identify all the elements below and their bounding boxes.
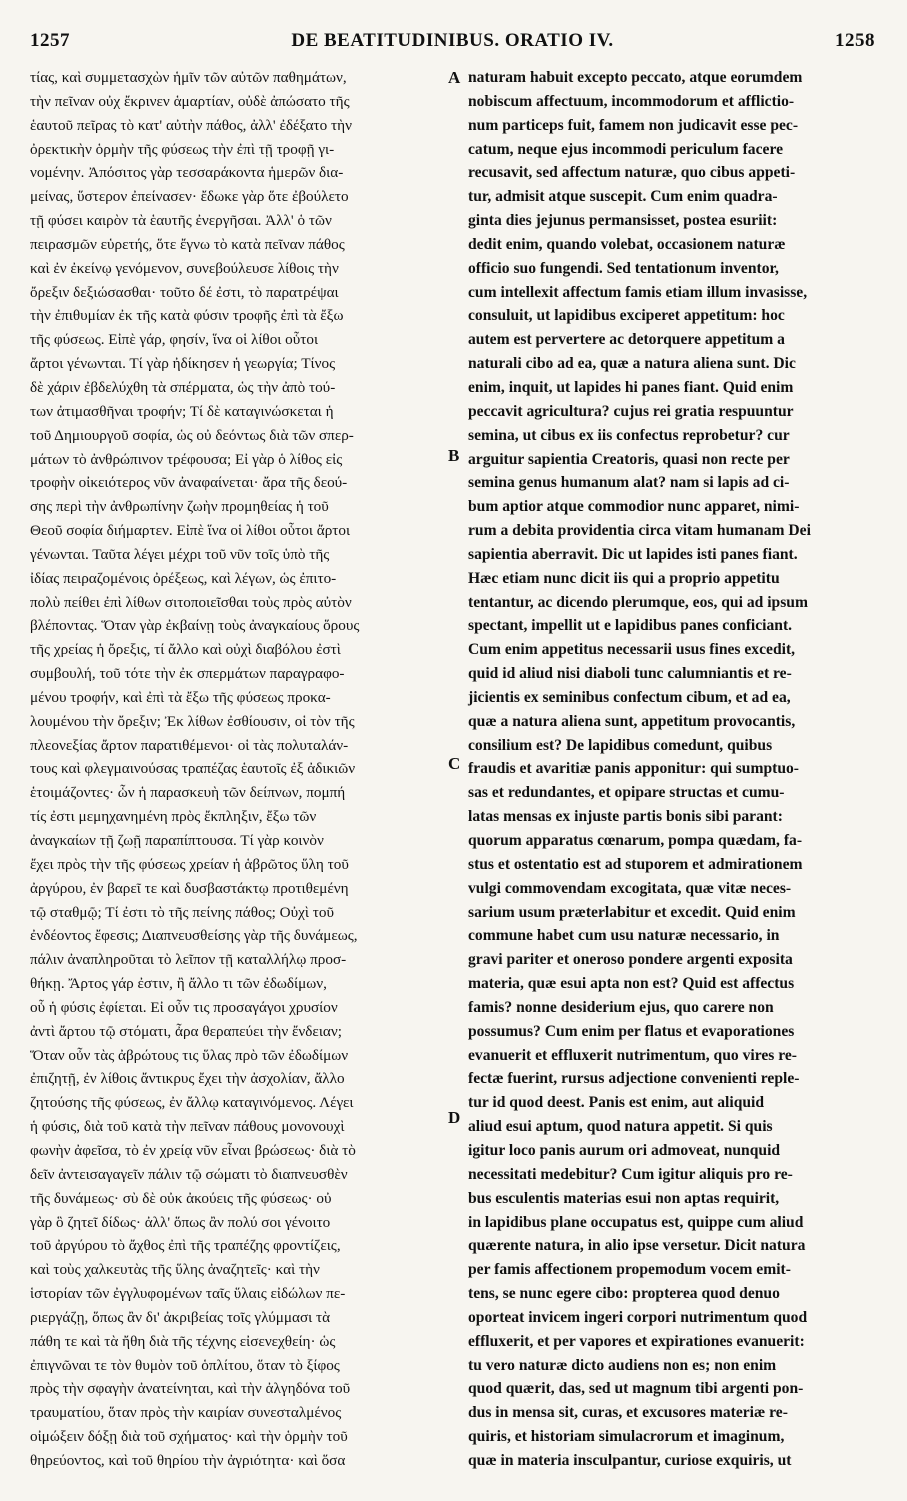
greek-text-line: ζητούσης τῆς φύσεως, ἐν ἄλλῳ καταγινόμενος. Λέγει bbox=[30, 1094, 354, 1112]
greek-text-line: δὲ χάριν ἐβδελύχθη τὰ σπέρματα, ὡς τὴν ἀπὸ τού- bbox=[30, 378, 336, 396]
latin-text-line: famis? nonne desiderium ejus, quo carere non bbox=[468, 998, 774, 1016]
latin-text-line: bum aptior atque commodior nunc apparet, nimi- bbox=[468, 498, 800, 516]
latin-text-line: officio suo fungendi. Sed tentationum inventor, bbox=[468, 259, 779, 277]
greek-text-line: θήκῃ. Ἄρτος γάρ ἐστιν, ἢ ἄλλο τι τῶν ἐδωδίμων, bbox=[30, 975, 327, 993]
latin-text-line: gravi pariter et oneroso pondere argenti exposita bbox=[468, 951, 793, 969]
greek-text-line: πρὸς τὴν σφαγὴν ἀνατείνηται, καὶ τὴν ἀλγηδόνα τοῦ bbox=[30, 1380, 351, 1398]
latin-text-line: consilium est? De lapidibus comedunt, quibus bbox=[468, 736, 773, 754]
latin-text-line: quod quærit, das, sed ut magnum tibi argenti pon- bbox=[468, 1380, 804, 1398]
page-header bbox=[30, 30, 875, 60]
greek-column bbox=[30, 66, 444, 1473]
greek-text-line: τὴν πεῖναν οὐχ ἔκρινεν ἁμαρτίαν, οὐδὲ ἀπώσατο τῆς bbox=[30, 92, 350, 110]
latin-text-line: quæ in materia insculpantur, curiose exquiris, ut bbox=[468, 1451, 792, 1469]
latin-text-line: evanuerit et effluxerit nutrimentum, quo vires re- bbox=[468, 1046, 797, 1064]
section-marker-a: A bbox=[448, 68, 461, 87]
greek-text-line: πλεονεξίας ἄρτον παρατιθέμενοι· οἱ τὰς πολυταλάν- bbox=[30, 736, 349, 754]
greek-text-line: γένωνται. Ταῦτα λέγει μέχρι τοῦ νῦν τοῖς ὑπὸ τῆς bbox=[30, 545, 330, 563]
latin-text-line: enim, inquit, ut lapides hi panes fiant. Quid enim bbox=[468, 378, 794, 396]
greek-text-line: ἀργύρου, ἐν βαρεῖ τε καὶ δυσβαστάκτῳ προτιθεμένη bbox=[30, 879, 349, 897]
latin-text-line: commune habet cum usu naturæ necessario, in bbox=[468, 927, 780, 945]
latin-text-line: consuluit, ut lapidibus exciperet appetitum: hoc bbox=[468, 307, 785, 325]
latin-text-line: peccavit agricultura? cujus rei gratia respuuntur bbox=[468, 402, 794, 420]
greek-text-line: ριεργάζῃ, ὅπως ἂν δι' ἀκριβείας τοῖς γλύμμασι τὰ bbox=[30, 1308, 331, 1326]
latin-text-line: quorum apparatus cœnarum, pompa quædam, fa- bbox=[468, 832, 803, 849]
greek-text-line: τοῦ ἀργύρου τὸ ἄχθος ἐπὶ τῆς τραπέζης φροντίζεις, bbox=[30, 1237, 341, 1255]
latin-text-line: sas et redundantes, et opipare structas et cumu- bbox=[468, 784, 785, 802]
latin-text-line: fraudis et avaritiæ panis apponitur: qui sumptuo- bbox=[468, 760, 799, 778]
latin-text-line: spectant, impellit ut e lapidibus panes conficiant. bbox=[468, 617, 793, 635]
greek-text-line: ἰδίας πειραζομένοις ὀρέξεως, καὶ λέγων, ὡς ἐπιτο- bbox=[30, 569, 337, 587]
greek-text-line: ἑτοιμάζοντες· ὧν ἡ παρασκευὴ τῶν δείπνων, πομπή bbox=[30, 784, 346, 802]
latin-text-line: bus esculentis materias esui non aptas requirit, bbox=[468, 1189, 780, 1207]
latin-text-line: jicientis ex seminibus confectum cibum, et ad ea, bbox=[468, 688, 791, 706]
greek-text-line: τῷ σταθμῷ; Τί ἐστι τὸ τῆς πείνης πάθος; Οὐχὶ τοῦ bbox=[30, 903, 334, 921]
greek-text-line: σης περὶ τὴν ἀνθρωπίνην ζωὴν προμηθείας ἡ τοῦ bbox=[30, 498, 329, 516]
latin-text-line: tu vero naturæ dicto audiens non es; non enim bbox=[468, 1356, 777, 1374]
greek-text-line: θηρεύοντος, καὶ τοῦ θηρίου τὴν ἀγριότητα· καὶ ὅσα bbox=[30, 1451, 346, 1469]
greek-text-line: τίς ἐστι μεμηχανημένη πρὸς ἔκπληξιν, ἔξω τῶν bbox=[30, 808, 317, 826]
greek-text-line: Θεοῦ σοφία διήμαρτεν. Εἰπὲ ἵνα οἱ λίθοι οὗτοι ἄρτοι bbox=[30, 522, 351, 540]
greek-text-line: τῆς δυνάμεως· σὺ δὲ οὐκ ἀκούεις τῆς φύσεως· οὐ bbox=[30, 1189, 332, 1207]
greek-text-line: γὰρ ὃ ζητεῖ δίδως· ἀλλ' ὅπως ἂν πολύ σοι γένοιτο bbox=[30, 1213, 331, 1231]
latin-text-line: semina, ut cibus ex iis confectus reprobetur? cur bbox=[468, 426, 790, 444]
greek-text-line: φωνὴν ἀφεῖσα, τὸ ἐν χρείᾳ νῦν εἶναι βρώσεως· διὰ τὸ bbox=[30, 1141, 356, 1159]
greek-text-line: των ἀτιμασθῆναι τροφήν; Τί δὲ καταγινώσκεται ἡ bbox=[30, 402, 334, 420]
latin-text-line: dedit enim, quando volebat, occasionem naturæ bbox=[468, 235, 786, 253]
latin-text-line: latas mensas ex injuste partis bonis sibi parant: bbox=[468, 808, 783, 826]
latin-text-line: quærente natura, in alio ipse versetur. Dicit natura bbox=[468, 1237, 806, 1255]
latin-text-line: tens, se nunc egere cibo: propterea quod denuo bbox=[468, 1285, 780, 1303]
greek-text-line: τοῦ Δημιουργοῦ σοφία, ὡς οὐ δεόντως διὰ τῶν σπερ- bbox=[30, 426, 354, 444]
greek-text-line: ἐνδέοντος ἔφεσις; Διαπνευσθείσης γὰρ τῆς δυνάμεως, bbox=[30, 927, 358, 945]
latin-text-line: sarium usum præterlabitur et excedit. Quid enim bbox=[468, 903, 796, 921]
greek-text-line: ἐπιζητῇ, ἐν λίθοις ἄντικρυς ἔχει τὴν ἀσχολίαν, ἄλλο bbox=[30, 1070, 345, 1088]
latin-text-line: num particeps fuit, famem non judicavit esse pec- bbox=[468, 116, 799, 134]
greek-text-line: μείνας, ὕστερον ἐπείνασεν· ἔδωκε γὰρ ὅτε ἐβούλετο bbox=[30, 188, 349, 206]
latin-text-line: in lapidibus plane occupatus est, quippe cum aliud bbox=[468, 1213, 804, 1231]
latin-text-line: naturam habuit excepto peccato, atque eorumdem bbox=[468, 69, 803, 86]
greek-text-line: ἑαυτοῦ πεῖρας τὸ κατ' αὐτὴν πάθος, ἀλλ' ἐδέξατο τὴν bbox=[30, 116, 352, 134]
greek-text-line: ἡ φύσις, διὰ τοῦ κατὰ τὴν πεῖναν πάθους μονονουχὶ bbox=[30, 1118, 345, 1136]
greek-text-line: Ὅταν οὖν τὰς ἀβρώτους τις ὕλας πρὸ τῶν ἐδωδίμων bbox=[30, 1046, 349, 1064]
greek-text-line: ἀντὶ ἄρτου τῷ στόματι, ἆρα θεραπεύει τὴν ἔνδειαν; bbox=[30, 1022, 342, 1040]
latin-text-line: rum a debita providentia circa vitam humanam Dei bbox=[468, 522, 811, 540]
latin-text-line: tur, admisit atque suscepit. Cum enim quadra- bbox=[468, 188, 778, 206]
greek-text-line: ὄρεξιν δεξιώσασθαι· τοῦτο δέ ἐστι, τὸ παρατρέψαι bbox=[30, 283, 339, 301]
latin-text-line: autem est pervertere ac detorquere appetitum a bbox=[468, 331, 785, 349]
latin-text-line: possumus? Cum enim per flatus et evaporationes bbox=[468, 1022, 795, 1040]
latin-text-line: aliud esui aptum, quod natura appetit. Si quis bbox=[468, 1118, 773, 1136]
greek-text-line: τους καὶ φλεγμαινούσας τραπέζας ἑαυτοῖς ἐξ ἀδικιῶν bbox=[30, 760, 356, 778]
greek-text-line: βλέποντας. Ὅταν γὰρ ἐκβαίνῃ τοὺς ἀναγκαίους ὅρους bbox=[30, 617, 360, 635]
latin-text-line: effluxerit, et per vapores et expirationes evanuerit: bbox=[468, 1332, 805, 1350]
latin-text-line: quiris, et historiam simulacrorum et imaginum, bbox=[468, 1428, 785, 1446]
latin-text-line: fectæ fuerint, rursus adjectione convenienti reple- bbox=[468, 1070, 800, 1088]
greek-text-line: τροφὴν οἰκειότερος νῦν ἀναφαίνεται· ἄρα τῆς δεού- bbox=[30, 474, 348, 492]
greek-text-line: ὀρεκτικὴν ὁρμὴν τῆς φύσεως τὴν ἐπὶ τῇ τροφῇ γι- bbox=[30, 140, 335, 158]
greek-text-line: τὴν ἐπιθυμίαν ἐκ τῆς κατὰ φύσιν τροφῆς ἐπὶ τὰ ἔξω bbox=[30, 307, 344, 325]
greek-text-line: ἀναγκαίων τῇ ζωῇ παραπίπτουσα. Τί γὰρ κοινὸν bbox=[30, 832, 324, 849]
latin-text-line: necessitati medebitur? Cum igitur aliquis pro re- bbox=[468, 1165, 793, 1183]
latin-text-line: per famis affectionem propemodum vocem emit- bbox=[468, 1261, 791, 1279]
latin-text-line: quæ a natura aliena sunt, appetitum provocantis, bbox=[468, 712, 796, 730]
latin-column bbox=[468, 66, 878, 1473]
greek-text-line: πάθη τε καὶ τὰ ἤθη διὰ τῆς τέχνης εἰσενεχθείη· ὡς bbox=[30, 1332, 336, 1350]
latin-text-line: nobiscum affectuum, incommodorum et afflictio- bbox=[468, 92, 795, 110]
greek-text-line: οὗ ἡ φύσις ἐφίεται. Εἰ οὖν τις προσαγάγοι χρυσίον bbox=[30, 998, 338, 1016]
latin-text-line: Cum enim appetitus necessarii usus fines excedit, bbox=[468, 641, 796, 659]
latin-text-line: stus et ostentatio est ad stuporem et admirationem bbox=[468, 855, 803, 873]
section-marker-b: B bbox=[448, 446, 460, 465]
greek-text-line: ἐπιγνῶναι τε τὸν θυμὸν τοῦ ὁπλίτου, ὅταν τὸ ξίφος bbox=[30, 1356, 340, 1374]
greek-text-line: οἰμώξειν δόξῃ διὰ τοῦ σχήματος· καὶ τὴν ὁρμὴν τοῦ bbox=[30, 1428, 348, 1446]
latin-text-line: sapientia aberravit. Dic ut lapides isti panes fiant. bbox=[468, 545, 798, 563]
greek-text-line: τίας, καὶ συμμετασχὼν ἡμῖν τῶν αὐτῶν παθημάτων, bbox=[30, 69, 347, 86]
greek-text-line: μάτων τὸ ἀνθρώπινον τρέφουσα; Εἰ γὰρ ὁ λίθος εἰς bbox=[30, 450, 343, 468]
running-title: DE BEATITUDINIBUS. ORATIO IV. bbox=[291, 30, 614, 51]
greek-text-line: τῆς φύσεως. Εἰπὲ γάρ, φησίν, ἵνα οἱ λίθοι οὗτοι bbox=[30, 331, 319, 349]
latin-text-line: ginta dies jejunus permansisset, postea esuriit: bbox=[468, 212, 778, 230]
latin-text-line: naturali cibo ad ea, quæ a natura aliena sunt. Dic bbox=[468, 355, 796, 373]
greek-text-line: μένου τροφήν, καὶ ἐπὶ τὰ ἔξω τῆς φύσεως προκα- bbox=[30, 688, 331, 706]
latin-text-line: cum intellexit affectum famis etiam illum invasisse, bbox=[468, 283, 808, 301]
section-marker-c: C bbox=[448, 754, 461, 773]
greek-text-line: ἔχει πρὸς τὴν τῆς φύσεως χρείαν ἡ ἁβρῶτος ὕλη τοῦ bbox=[30, 855, 349, 873]
greek-text-line: τῆς χρείας ἡ ὄρεξις, τί ἄλλο καὶ οὐχὶ διαβόλου ἐστὶ bbox=[30, 641, 341, 659]
greek-text-line: καὶ τοὺς χαλκευτὰς τῆς ὕλης ἀναζητεῖς· καὶ τὴν bbox=[30, 1261, 320, 1279]
latin-text-line: dus in mensa sit, curas, et excusores materiæ re- bbox=[468, 1404, 788, 1422]
greek-text-line: νομένην. Ἀπόσιτος γὰρ τεσσαράκοντα ἡμερῶν δια- bbox=[30, 164, 344, 182]
latin-text-line: tur id quod deest. Panis est enim, aut aliquid bbox=[468, 1094, 765, 1112]
latin-text-line: tentantur, ac dicendo plerumque, eos, qui ad ipsum bbox=[468, 593, 808, 611]
latin-text-line: Hæc etiam nunc dicit iis qui a proprio appetitu bbox=[468, 569, 780, 587]
page-number-right: 1258 bbox=[835, 30, 875, 51]
greek-text-line: συμβουλή, τοῦ τότε τὴν ἐκ σπερμάτων παραγραφο- bbox=[30, 665, 345, 683]
greek-text-line: πολὺ πείθει ἐπὶ λίθων σιτοποιεῖσθαι τοὺς πρὸς αὐτὸν bbox=[30, 593, 352, 611]
latin-text-line: igitur loco panis aurum ori admoveat, nunquid bbox=[468, 1141, 781, 1159]
greek-text-line: τῇ φύσει καιρὸν τὰ ἑαυτῆς ἐνεργῆσαι. Ἀλλ' ὁ τῶν bbox=[30, 212, 332, 230]
greek-text-line: λουμένου τὴν ὄρεξιν; Ἐκ λίθων ἐσθίουσιν, οἱ τὸν τῆς bbox=[30, 712, 355, 730]
greek-text-line: δεῖν ἀντεισαγαγεῖν πάλιν τῷ σώματι τὸ διαπνευσθὲν bbox=[30, 1165, 348, 1183]
latin-text-line: materia, quæ esui apta non est? Quid est affectus bbox=[468, 975, 795, 993]
latin-text-line: oporteat invicem ingeri corpori nutrimentum quod bbox=[468, 1308, 808, 1326]
latin-text-line: semina genus humanum alat? nam si lapis ad ci- bbox=[468, 474, 790, 492]
greek-text-line: πειρασμῶν εὑρετής, ὅτε ἔγνω τὸ κατὰ πεῖναν πάθος bbox=[30, 235, 345, 253]
section-marker-d: D bbox=[448, 1108, 461, 1127]
greek-text-line: τραυματίου, ὅταν πρὸς τὴν καιρίαν συνεσταλμένος bbox=[30, 1404, 342, 1422]
greek-text-line: ἱστορίαν τῶν ἐγγλυφομένων ταῖς ὕλαις εἰδώλων πε- bbox=[30, 1285, 346, 1303]
latin-text-line: vulgi commovendam excogitata, quæ vitæ neces- bbox=[468, 879, 792, 897]
greek-text-line: καὶ ἐν ἐκείνῳ γενόμενον, συνεβούλευσε λίθοις τὴν bbox=[30, 259, 339, 277]
latin-text-line: quid id aliud nisi diaboli tunc calumniantis et re- bbox=[468, 665, 792, 683]
latin-text-line: catum, neque ejus incommodi periculum facere bbox=[468, 140, 784, 158]
greek-text-line: ἄρτοι γένωνται. Τί γὰρ ἠδίκησεν ἡ γεωργία; Τίνος bbox=[30, 355, 336, 373]
latin-text-line: arguitur sapientia Creatoris, quasi non recte per bbox=[468, 450, 790, 468]
greek-text-line: πάλιν ἀναπληροῦται τὸ λεῖπον τῇ καταλλήλῳ προσ- bbox=[30, 951, 347, 969]
page-number-left: 1257 bbox=[30, 30, 70, 51]
latin-text-line: recusavit, sed affectum naturæ, quo cibus appeti- bbox=[468, 164, 796, 182]
